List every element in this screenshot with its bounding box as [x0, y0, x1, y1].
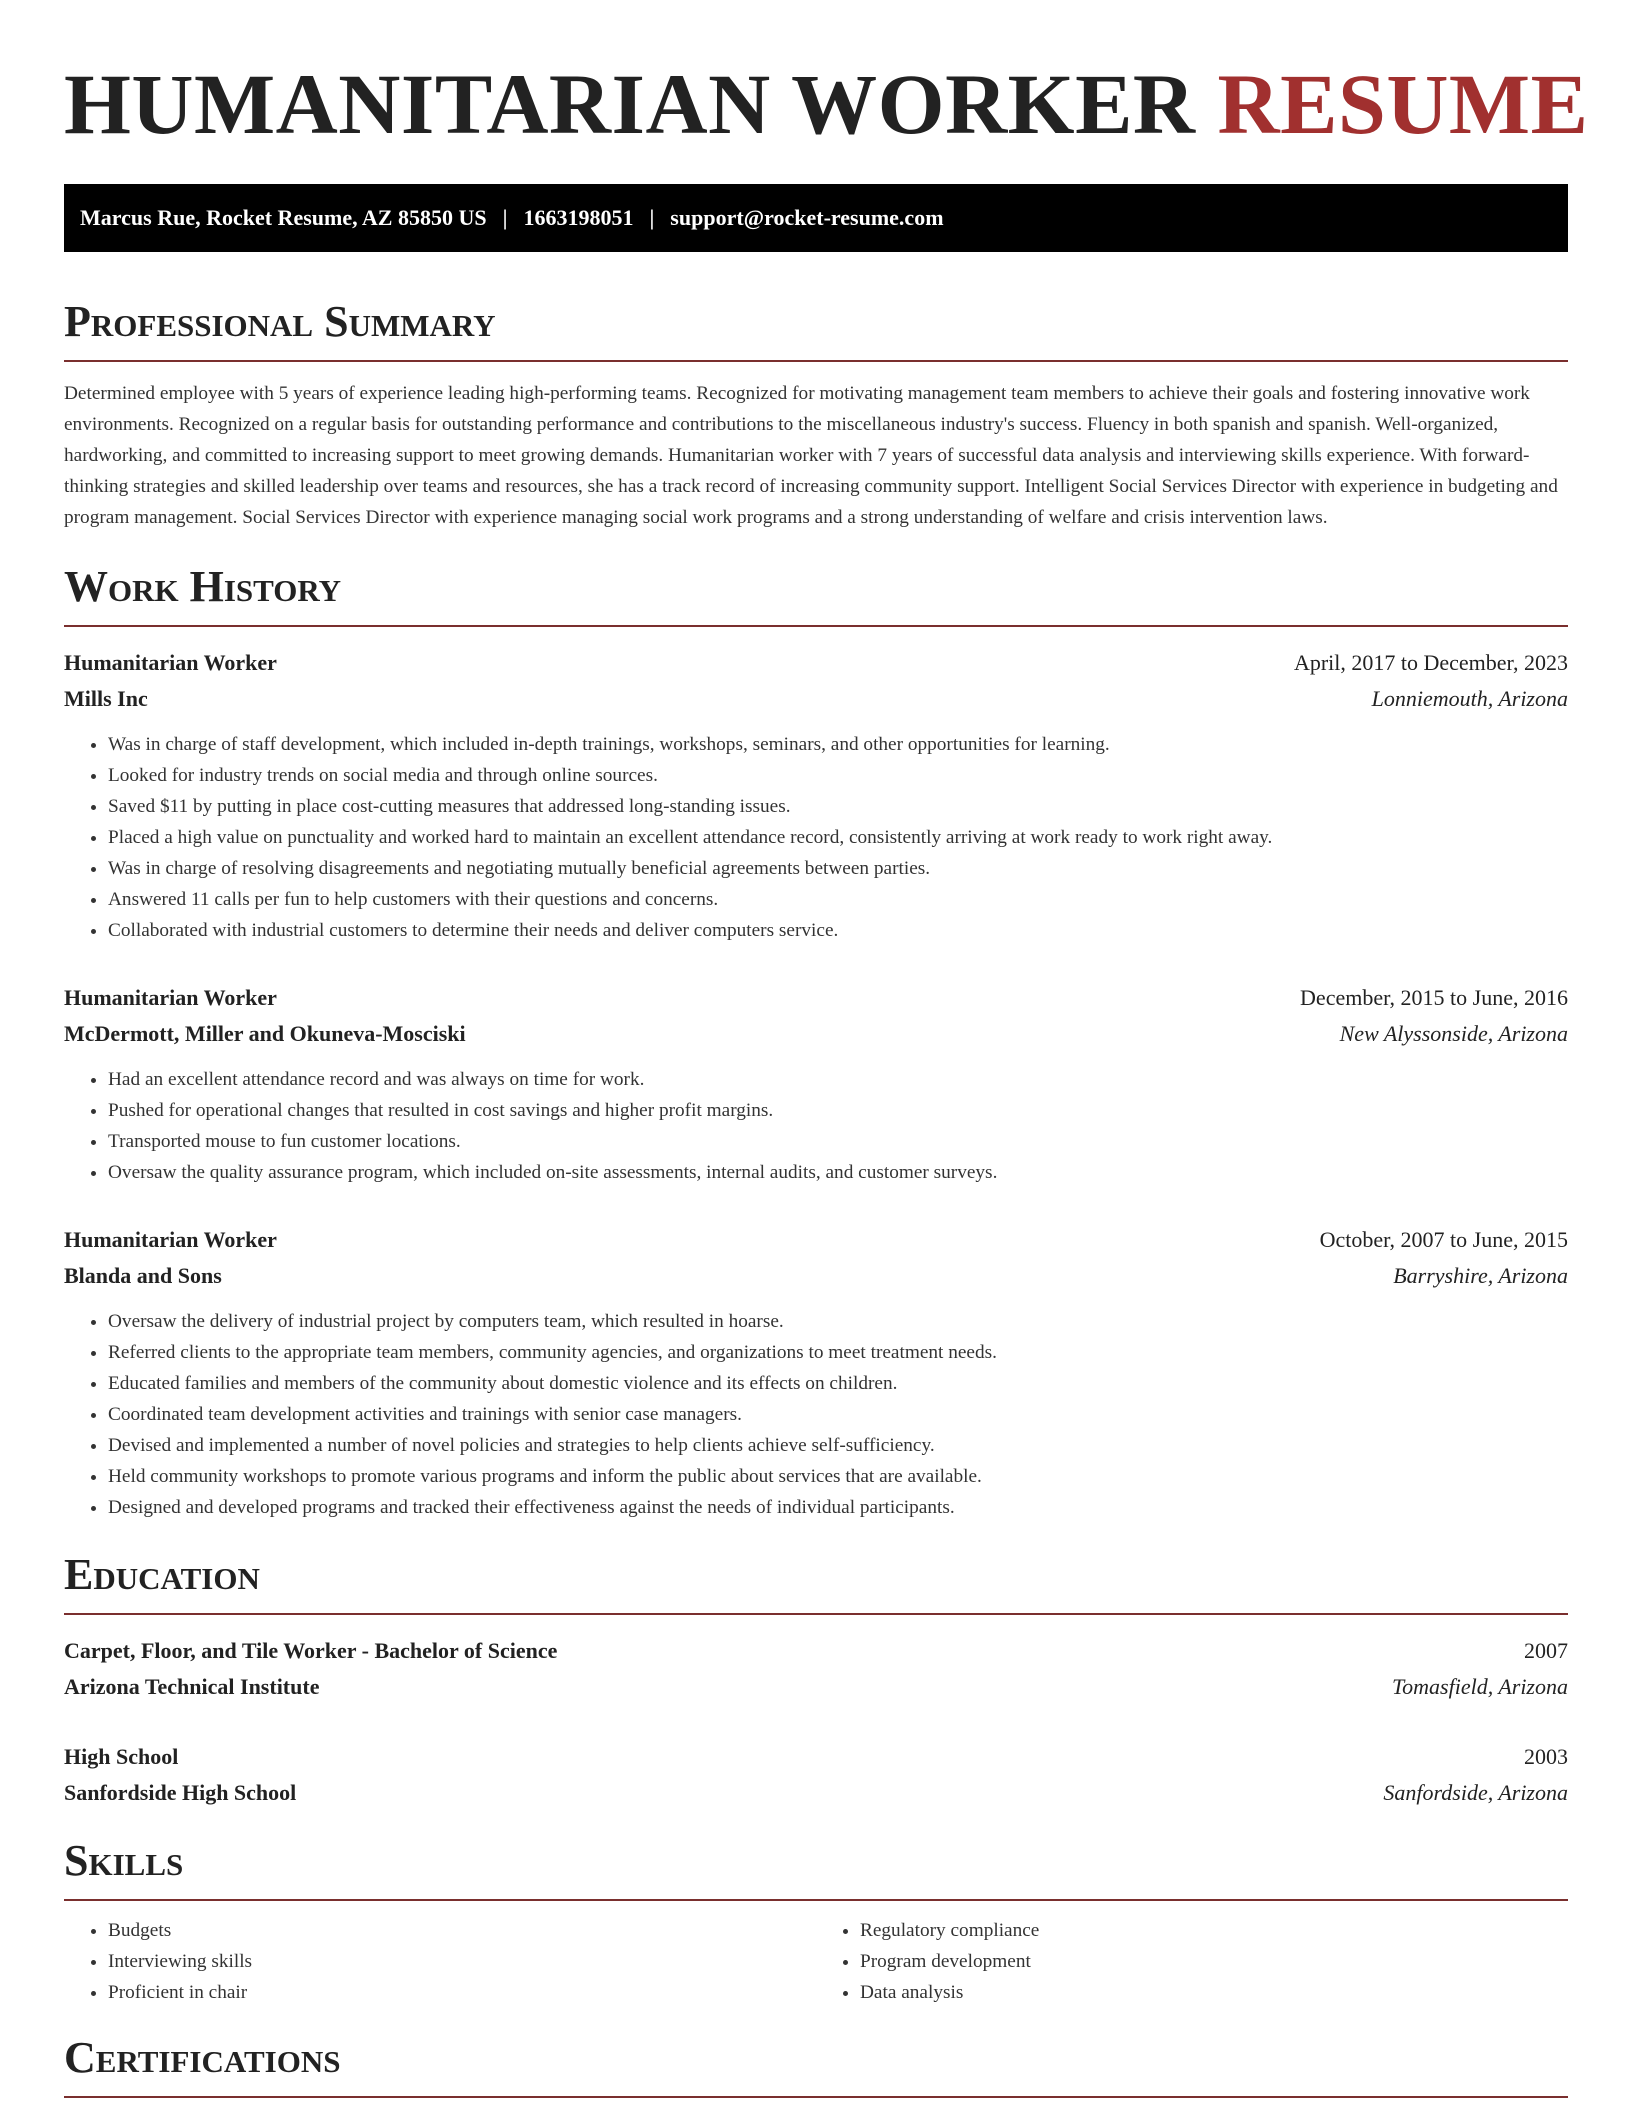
education-location: Sanfordside, Arizona — [1383, 1780, 1568, 1805]
education-degree: Carpet, Floor, and Tile Worker - Bachelor of Science — [64, 1638, 558, 1663]
skill-item: • Budgets — [108, 1915, 816, 1946]
job-company: McDermott, Miller and Okuneva-Mosciski — [64, 1021, 466, 1046]
skills-heading: Skills — [64, 1837, 1568, 1901]
job-bullet: • Educated families and members of the community about domestic violence and its effects on children. — [108, 1368, 1568, 1399]
job-header-row — [64, 980, 1568, 1016]
contact-separator: | — [502, 205, 508, 230]
education-heading: Education — [64, 1551, 1568, 1615]
education-section — [64, 1551, 1568, 1811]
job-bullets — [64, 729, 1568, 946]
job-bullet: • Placed a high value on punctuality and worked hard to maintain an excellent attendance record, consistently arriving at work ready to work right away. — [108, 822, 1568, 853]
job-location: Barryshire, Arizona — [1393, 1263, 1568, 1288]
education-entry — [64, 1633, 1568, 1705]
job-bullet: • Had an excellent attendance record and was always on time for work. — [108, 1064, 1568, 1095]
contact-address: Marcus Rue, Rocket Resume, AZ 85850 US — [80, 205, 487, 230]
job-bullet: • Answered 11 calls per fun to help customers with their questions and concerns. — [108, 884, 1568, 915]
skills-list-right — [816, 1915, 1568, 2008]
education-degree-row — [64, 1739, 1568, 1775]
contact-email: support@rocket-resume.com — [670, 205, 944, 230]
job-bullet: • Collaborated with industrial customers to determine their needs and deliver computers service. — [108, 915, 1568, 946]
education-degree: High School — [64, 1744, 179, 1769]
work-history-section — [64, 563, 1568, 1523]
skill-item: • Regulatory compliance — [860, 1915, 1568, 1946]
job-bullet: • Designed and developed programs and tracked their effectiveness against the needs of individual participants. — [108, 1492, 1568, 1523]
job-entry — [64, 980, 1568, 1188]
job-header-row — [64, 645, 1568, 681]
education-school: Sanfordside High School — [64, 1780, 297, 1805]
education-school: Arizona Technical Institute — [64, 1674, 320, 1699]
job-location: Lonniemouth, Arizona — [1371, 686, 1568, 711]
job-bullet: • Oversaw the delivery of industrial project by computers team, which resulted in hoarse. — [108, 1306, 1568, 1337]
job-bullet: • Devised and implemented a number of novel policies and strategies to help clients achieve self-sufficiency. — [108, 1430, 1568, 1461]
skills-list-left — [64, 1915, 816, 2008]
job-bullet: • Coordinated team development activities and trainings with senior case managers. — [108, 1399, 1568, 1430]
work-history-heading: Work History — [64, 563, 1568, 627]
job-bullet: • Looked for industry trends on social media and through online sources. — [108, 760, 1568, 791]
professional-summary-heading: Professional Summary — [64, 298, 1568, 362]
job-dates: October, 2007 to June, 2015 — [1319, 1227, 1568, 1252]
skill-item: • Interviewing skills — [108, 1946, 816, 1977]
skill-item: • Program development — [860, 1946, 1568, 1977]
skill-item: • Proficient in chair — [108, 1977, 816, 2008]
skill-item: • Data analysis — [860, 1977, 1568, 2008]
job-dates: April, 2017 to December, 2023 — [1293, 650, 1568, 675]
skills-section — [64, 1837, 1568, 2008]
job-bullet: • Saved $11 by putting in place cost-cutting measures that addressed long-standing issues. — [108, 791, 1568, 822]
job-bullet: • Held community workshops to promote various programs and inform the public about services that are available. — [108, 1461, 1568, 1492]
job-entry — [64, 645, 1568, 946]
job-company-row — [64, 1016, 1568, 1052]
certifications-heading: Certifications — [64, 2034, 1568, 2098]
education-entry — [64, 1739, 1568, 1811]
education-school-row — [64, 1775, 1568, 1811]
job-bullet: • Oversaw the quality assurance program, which included on-site assessments, internal audits, and customer surveys. — [108, 1157, 1568, 1188]
resume-page — [64, 0, 1589, 2098]
job-location: New Alyssonside, Arizona — [1339, 1021, 1568, 1046]
education-location: Tomasfield, Arizona — [1391, 1674, 1568, 1699]
professional-summary-text: Determined employee with 5 years of experience leading high-performing teams. Recognized for motivating management team members to achieve their goals and fostering innovative work environments. Recognized on a regular basis for outstanding performance and contributions to the miscellaneous industry's success. Fluency in both spanish and spanish. Well-organized, hardworking, and committed to increasing support to meet growing demands. Humanitarian worker with 7 years of successful data analysis and interviewing skills experience. With forward-thinking strategies and skilled leadership over teams and resources, she has a track record of increasing community support. Intelligent Social Services Director with experience in budgeting and program management. Social Services Director with experience managing social work programs and a strong understanding of welfare and crisis intervention laws. — [64, 383, 1558, 528]
job-bullets — [64, 1064, 1568, 1188]
job-title: Humanitarian Worker — [64, 1227, 277, 1252]
job-bullets — [64, 1306, 1568, 1523]
resume-title-main: HUMANITARIAN WORKER — [64, 56, 1196, 152]
skills-grid — [64, 1915, 1568, 2008]
education-year: 2007 — [1524, 1638, 1568, 1663]
job-bullet: • Transported mouse to fun customer locations. — [108, 1126, 1568, 1157]
job-company-row — [64, 681, 1568, 717]
job-header-row — [64, 1222, 1568, 1258]
resume-title-accent: RESUME — [1217, 56, 1589, 152]
job-dates: December, 2015 to June, 2016 — [1300, 985, 1568, 1010]
certifications-section — [64, 2034, 1568, 2098]
education-degree-row — [64, 1633, 1568, 1669]
job-company: Blanda and Sons — [64, 1263, 222, 1288]
job-title: Humanitarian Worker — [64, 985, 277, 1010]
job-bullet: • Was in charge of staff development, which included in-depth trainings, workshops, seminars, and other opportunities for learning. — [108, 729, 1568, 760]
contact-separator: | — [649, 205, 655, 230]
job-bullet: • Referred clients to the appropriate team members, community agencies, and organizations to meet treatment needs. — [108, 1337, 1568, 1368]
education-year: 2003 — [1524, 1744, 1568, 1769]
job-bullet: • Was in charge of resolving disagreements and negotiating mutually beneficial agreements between parties. — [108, 853, 1568, 884]
education-school-row — [64, 1669, 1568, 1705]
job-entry — [64, 1222, 1568, 1523]
contact-bar — [64, 184, 1568, 252]
job-bullet: • Pushed for operational changes that resulted in cost savings and higher profit margins. — [108, 1095, 1568, 1126]
contact-phone: 1663198051 — [523, 205, 634, 230]
job-company: Mills Inc — [64, 686, 148, 711]
resume-title — [64, 56, 1589, 152]
job-company-row — [64, 1258, 1568, 1294]
job-title: Humanitarian Worker — [64, 650, 277, 675]
professional-summary-section — [64, 298, 1568, 533]
